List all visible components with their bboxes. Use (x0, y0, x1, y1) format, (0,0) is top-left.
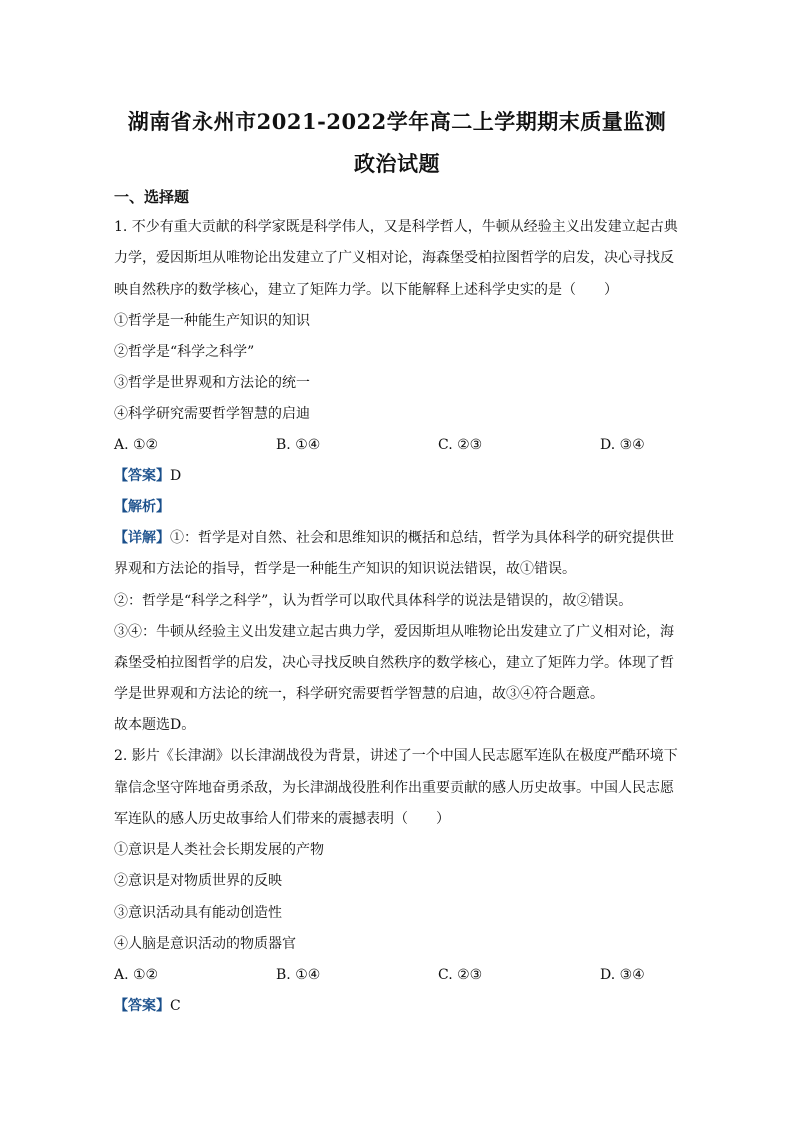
q1-option-d: D. ③④ (600, 437, 645, 453)
q1-option-c: C. ②③ (438, 437, 483, 453)
q1-stem-line: 映自然秩序的数学核心，建立了矩阵力学。以下能解释上述科学史实的是（ ） (114, 282, 618, 298)
q1-detail-line (114, 528, 674, 548)
q1-detail-line: 学是世界观和方法论的统一，科学研究需要哲学智慧的启迪，故③④符合题意。 (114, 686, 604, 702)
detail-tag: 【详解】 (114, 530, 170, 546)
q1-detail-line: 森堡受柏拉图哲学的启发，决心寻找反映自然秩序的数学核心，建立了矩阵力学。体现了哲 (114, 655, 674, 671)
q1-item: ④科学研究需要哲学智慧的启迪 (114, 406, 310, 422)
q1-stem-line: 1. 不少有重大贡献的科学家既是科学伟人，又是科学哲人，牛顿从经验主义出发建立起古典 (114, 219, 678, 235)
analysis-tag: 【解析】 (114, 499, 170, 515)
q2-option-a: A. ①② (114, 967, 159, 983)
q2-option-d: D. ③④ (600, 967, 645, 983)
section-heading: 一、选择题 (114, 188, 190, 206)
q1-analysis-heading (114, 497, 170, 517)
q2-stem-line: 靠信念坚守阵地奋勇杀敌，为长津湖战役胜利作出重要贡献的感人历史故事。中国人民志愿 (114, 780, 674, 796)
q1-detail-line: 故本题选D。 (114, 717, 196, 733)
q2-item: ②意识是对物质世界的反映 (114, 873, 282, 889)
q1-item: ③哲学是世界观和方法论的统一 (114, 375, 310, 391)
doc-subtitle: 政治试题 (354, 151, 440, 176)
q2-item: ③意识活动具有能动创造性 (114, 905, 282, 921)
q1-stem-line: 力学，爱因斯坦从唯物论出发建立了广义相对论，海森堡受柏拉图哲学的启发，决心寻找反 (114, 250, 674, 266)
q2-item: ④人脑是意识活动的物质器官 (114, 936, 296, 952)
q1-detail-line: ③④：牛顿从经验主义出发建立起古典力学，爱因斯坦从唯物论出发建立了广义相对论，海 (114, 624, 674, 640)
q1-detail-line: ②：哲学是“科学之科学”，认为哲学可以取代具体科学的说法是错误的，故②错误。 (114, 593, 633, 609)
q2-stem-line: 2. 影片《长津湖》以长津湖战役为背景，讲述了一个中国人民志愿军连队在极度严酷环境下 (114, 748, 678, 764)
q1-option-b: B. ①④ (276, 437, 321, 453)
q1-detail-line: 界观和方法论的指导，哲学是一种能生产知识的知识说法错误，故①错误。 (114, 561, 576, 577)
q1-item: ①哲学是一种能生产知识的知识 (114, 313, 310, 329)
answer-value: D (170, 468, 182, 484)
q1-option-a: A. ①② (114, 437, 159, 453)
answer-tag: 【答案】 (114, 998, 170, 1014)
q1-item: ②哲学是“科学之科学” (114, 344, 255, 360)
q2-stem-line: 军连队的感人历史故事给人们带来的震撼表明（ ） (114, 811, 450, 827)
q2-option-c: C. ②③ (438, 967, 483, 983)
q2-answer (114, 996, 181, 1016)
q1-answer (114, 466, 181, 486)
answer-tag: 【答案】 (114, 468, 170, 484)
answer-value: C (170, 998, 181, 1014)
q2-option-b: B. ①④ (276, 967, 321, 983)
q2-item: ①意识是人类社会长期发展的产物 (114, 842, 324, 858)
doc-title: 湖南省永州市2021-2022学年高二上学期期末质量监测 (127, 109, 667, 134)
detail-text: ①：哲学是对自然、社会和思维知识的概括和总结，哲学为具体科学的研究提供世 (170, 530, 674, 546)
